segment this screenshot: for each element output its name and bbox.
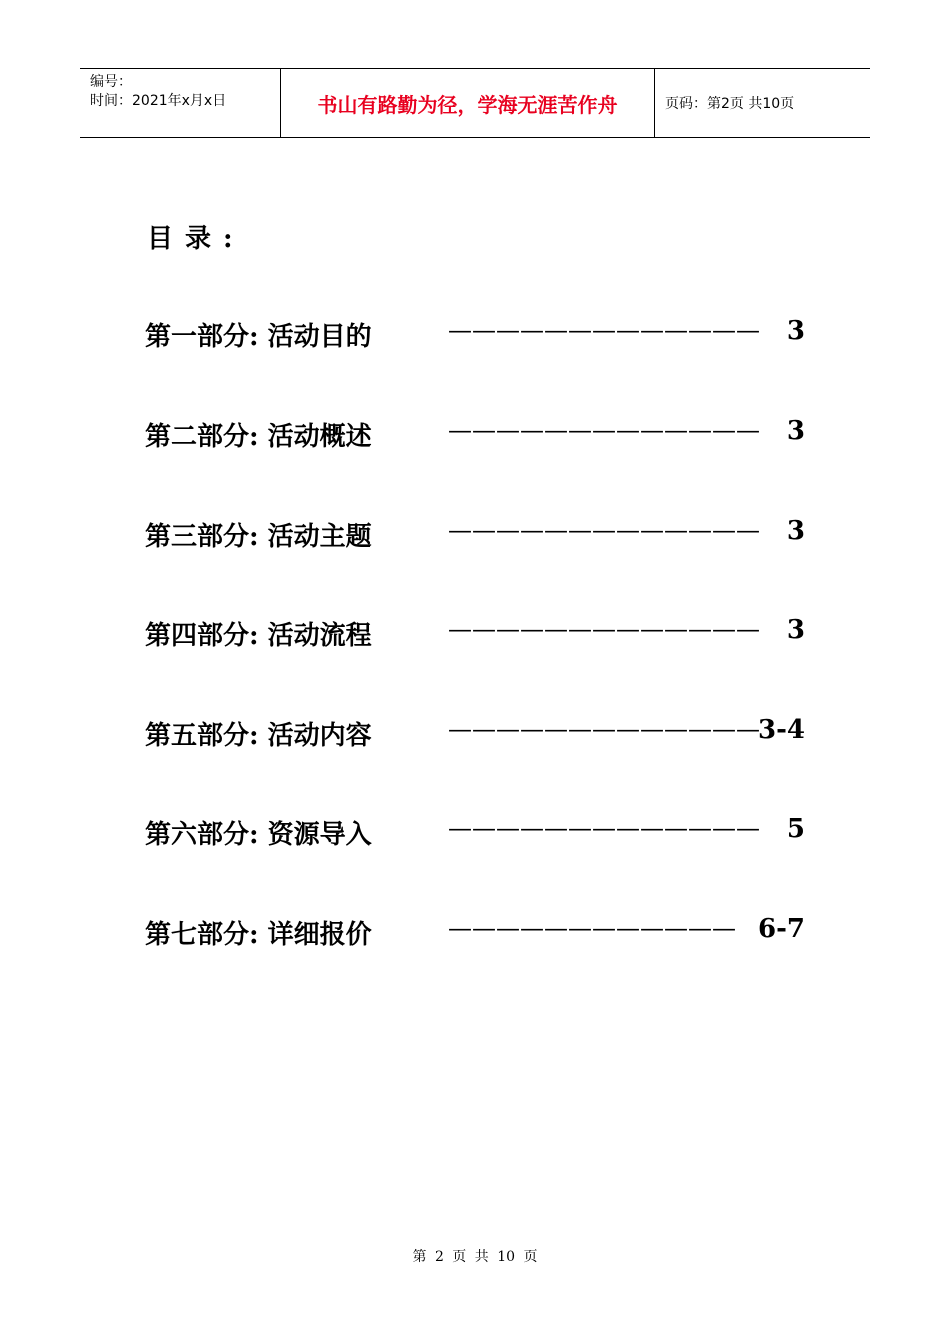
toc-item [145, 814, 805, 854]
toc-item-part: 第三部分: 活动主题 [145, 522, 372, 552]
toc-item-page: 3 [786, 416, 805, 446]
toc-item-part: 第二部分: 活动概述 [145, 422, 372, 452]
toc-item-leader: ————————————— [448, 416, 760, 444]
header-meta [80, 69, 281, 137]
header-motto-cell [281, 69, 655, 137]
code-label: 编号： [90, 74, 132, 90]
toc-item-leader: ————————————— [448, 316, 760, 344]
toc-item [145, 316, 805, 356]
toc-item-leader: ————————————— [448, 814, 760, 842]
page-footer: 第 2 页 共 10 页 [412, 1249, 538, 1265]
toc-item-leader: ————————————— [448, 715, 760, 743]
toc-item-part: 第五部分: 活动内容 [145, 721, 372, 751]
page-header [80, 68, 870, 138]
toc-item-page: 3-4 [758, 715, 805, 745]
toc-item-page: 5 [786, 814, 805, 844]
toc-item-page: 3 [786, 615, 805, 645]
toc-item-part: 第七部分: 详细报价 [145, 920, 372, 950]
time-label: 时间：2021年x月x日 [90, 93, 227, 109]
toc-item-part: 第四部分: 活动流程 [145, 621, 372, 651]
toc-item-leader: ————————————— [448, 615, 760, 643]
toc-item-page: 3 [786, 316, 805, 346]
toc-item-part: 第六部分: 资源导入 [145, 820, 372, 850]
toc-item-page: 6-7 [758, 914, 805, 944]
header-page-info-cell [655, 69, 870, 137]
toc-item [145, 914, 805, 954]
toc-item-leader: ————————————— [448, 516, 760, 544]
header-motto: 书山有路勤为径，学海无涯苦作舟 [317, 92, 618, 117]
toc-item-part: 第一部分: 活动目的 [145, 322, 372, 352]
toc-title: 目录: [147, 224, 245, 254]
toc-item [145, 615, 805, 655]
toc-item-leader: ———————————— [448, 914, 736, 942]
toc-item-page: 3 [786, 516, 805, 546]
toc-item [145, 715, 805, 755]
toc-item [145, 416, 805, 456]
toc-item [145, 516, 805, 556]
header-page-info: 页码：第2页 共10页 [665, 96, 795, 112]
